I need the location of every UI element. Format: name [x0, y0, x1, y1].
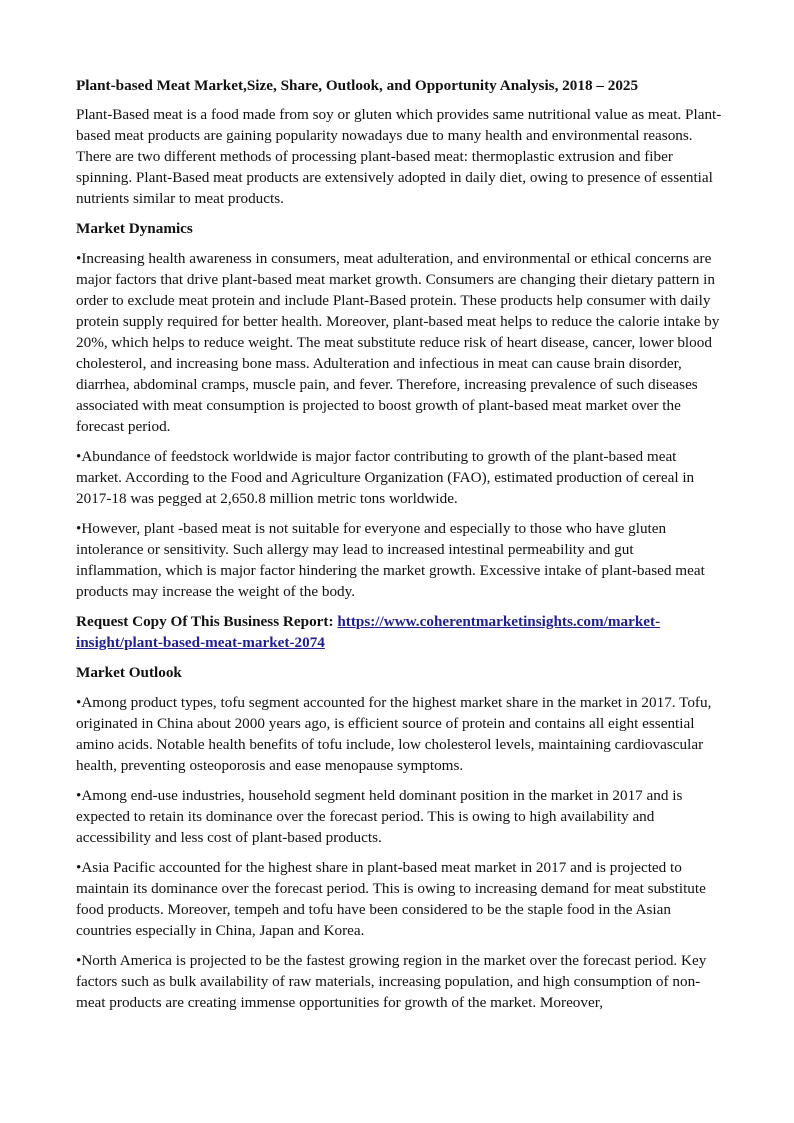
- document-title: Plant-based Meat Market,Size, Share, Outlook, and Opportunity Analysis, 2018 – 2025: [76, 77, 639, 94]
- outlook-paragraph: •Asia Pacific accounted for the highest share in plant-based meat market in 2017 and is projected to maintain its dominance over the forecast period. This is owing to increasing demand for meat substitute food products. Moreover, tempeh and tofu have been considered to be the staple food in the Asian countries especially in China, Japan and Korea.: [76, 859, 706, 939]
- request-copy-label: Request Copy Of This Business Report:: [76, 613, 338, 630]
- request-copy-line: [76, 611, 722, 653]
- dynamics-paragraph: •However, plant -based meat is not suitable for everyone and especially to those who have gluten intolerance or sensitivity. Such allergy may lead to increased intestinal permeability and gut inflammation, which is major factor hindering the market growth. Excessive intake of plant-based meat products may increase the weight of the body.: [76, 520, 705, 600]
- outlook-paragraph: •North America is projected to be the fastest growing region in the market over the forecast period. Key factors such as bulk availability of raw materials, increasing population, and high consumption of non-meat products are creating immense opportunities for growth of the market. Moreover,: [76, 952, 707, 1011]
- dynamics-paragraph: •Increasing health awareness in consumers, meat adulteration, and environmental or ethical concerns are major factors that drive plant-based meat market growth. Consumers are changing their dietary pattern in order to exclude meat protein and include Plant-Based protein. These products help consumer with daily protein supply required for better health. Moreover, plant-based meat helps to reduce the calorie intake by 20%, which helps to reduce weight. The meat substitute reduce risk of heart disease, cancer, lower blood cholesterol, and increasing bone mass. Adulteration and infectious in meat can cause brain disorder, diarrhea, abdominal cramps, muscle pain, and fever. Therefore, increasing prevalence of such diseases associated with meat consumption is projected to boost growth of plant-based meat market over the forecast period.: [76, 250, 720, 435]
- dynamics-paragraph: •Abundance of feedstock worldwide is major factor contributing to growth of the plant-based meat market. According to the Food and Agriculture Organization (FAO), estimated production of cereal in 2017-18 was pegged at 2,650.8 million metric tons worldwide.: [76, 448, 695, 507]
- outlook-paragraph: •Among product types, tofu segment accounted for the highest market share in the market in 2017. Tofu, originated in China about 2000 years ago, is efficient source of protein and contains all eight essential amino acids. Notable health benefits of tofu include, low cholesterol levels, maintaining cardiovascular health, preventing osteoporosis and ease menopause symptoms.: [76, 694, 712, 774]
- document-page: [76, 75, 722, 1022]
- intro-paragraph: Plant-Based meat is a food made from soy or gluten which provides same nutritional value as meat. Plant-based meat products are gaining popularity nowadays due to many health and environmental reasons. There are two different methods of processing plant-based meat: thermoplastic extrusion and fiber spinning. Plant-Based meat products are extensively adopted in daily diet, owing to presence of essential nutrients similar to meat products.: [76, 106, 722, 207]
- section-heading-market-outlook: Market Outlook: [76, 664, 182, 681]
- outlook-paragraph: •Among end-use industries, household segment held dominant position in the market in 2017 and is expected to retain its dominance over the forecast period. This is owing to high availability and accessibility and less cost of plant-based products.: [76, 787, 683, 846]
- report-link[interactable]: https://www.coherentmarketinsights.com/market-insight/plant-based-meat-market-2074: [76, 613, 661, 651]
- section-heading-market-dynamics: Market Dynamics: [76, 220, 193, 237]
